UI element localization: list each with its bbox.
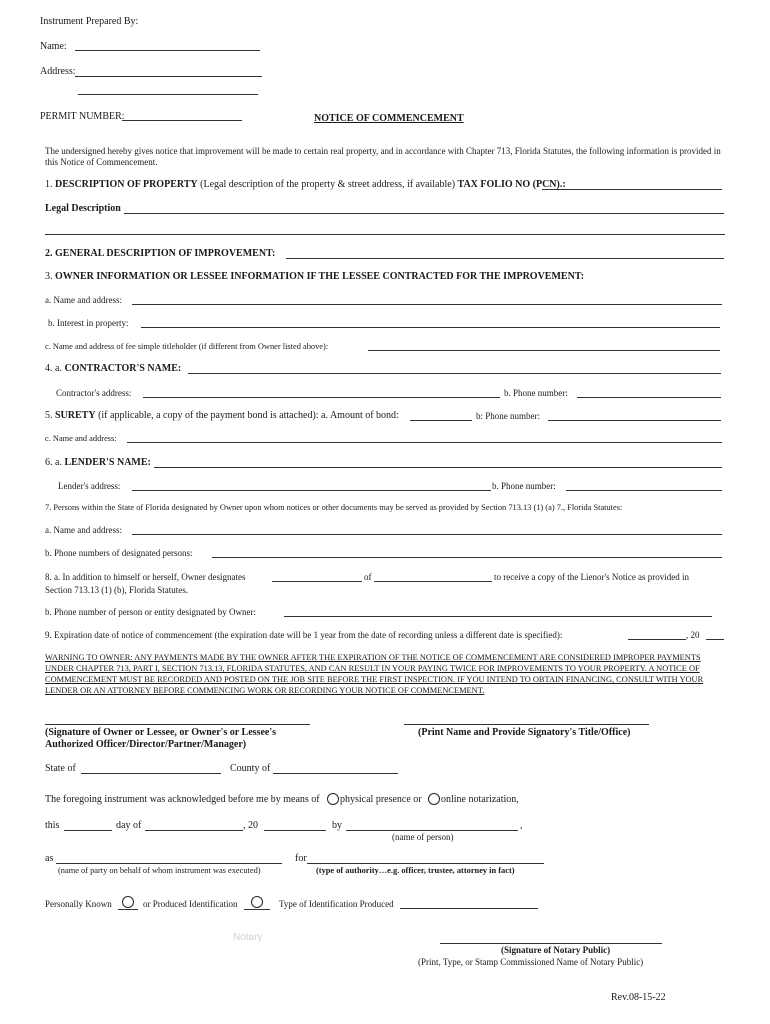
preparer-address-field-2[interactable] [78,94,258,95]
owner-designee-of-field[interactable] [374,581,492,582]
section-8-text-b: to receive a copy of the Lienor's Notice as provided in [494,572,690,582]
online-notarization-radio[interactable] [428,793,440,805]
signatory-name-field[interactable] [404,724,649,725]
section-1-text: (Legal description of the property & street address, if available) [200,179,456,190]
expiration-year-prefix: , 20 [686,630,700,640]
lender-name-field[interactable] [154,467,722,468]
owner-designee-field[interactable] [272,581,362,582]
preparer-name-label: Name: [40,41,67,52]
designated-name-field[interactable] [132,534,722,535]
lender-phone-field[interactable] [566,490,722,491]
ack-this-field[interactable] [64,830,112,831]
notary-signature-field[interactable] [440,943,662,944]
ack-comma: , [520,820,523,831]
preparer-address-label: Address: [40,66,76,77]
contractor-phone-field[interactable] [577,397,721,398]
state-label: State of [45,763,76,774]
permit-number-field[interactable] [122,120,242,121]
legal-description-field-2[interactable] [45,234,725,235]
ack-day-label: day of [116,820,142,831]
id-type-field[interactable] [400,908,538,909]
prepared-by-label: Instrument Prepared By: [40,16,139,27]
ack-by-label: by [332,820,342,831]
titleholder-label: c. Name and address of fee simple titleholder (if different from Owner listed above): [45,342,329,351]
notary-print-caption: (Print, Type, or Stamp Commissioned Name of Notary Public) [418,957,644,967]
section-1-title: DESCRIPTION OF PROPERTY [55,179,198,190]
lender-name-label: LENDER'S NAME: [64,457,151,468]
surety-label: SURETY [55,410,96,421]
section-8-text-c: Section 713.13 (1) (b), Florida Statutes. [45,585,188,595]
surety-text: (if applicable, a copy of the payment bond is attached): a. Amount of bond: [98,410,399,421]
improvement-description-field[interactable] [286,258,724,259]
surety-address-field[interactable] [127,442,722,443]
surety-address-label: c. Name and address: [45,434,117,443]
owner-signature-caption-1: (Signature of Owner or Lessee, or Owner's or Lessee's [45,727,276,738]
preparer-name-field[interactable] [75,50,260,51]
county-label: County of [230,763,271,774]
online-notarization-label: online notarization, [441,794,519,805]
ack-as-field[interactable] [56,863,282,864]
section-8-text-a: 8. a. In addition to himself or herself, Owner designates [45,572,246,582]
designated-name-label: a. Name and address: [45,525,122,535]
section-5-number: 5. [45,410,53,421]
ack-name-caption: (name of person) [392,832,454,842]
contractor-address-label: Contractor's address: [56,388,132,398]
section-8-of: of [364,572,372,582]
designated-phone-field[interactable] [212,557,722,558]
notary-signature-caption: (Signature of Notary Public) [501,945,611,955]
intro-text: The undersigned hereby gives notice that improvement will be made to certain real property, and in accordance with Chapter 713, Florida Statutes, the following information is provided in this Notice of Commencement. [45,146,721,167]
signatory-name-caption: (Print Name and Provide Signatory's Title/Office) [418,727,631,738]
section-4-a: a. [55,363,62,374]
contractor-address-field[interactable] [143,397,500,398]
contractor-name-label: CONTRACTOR'S NAME: [64,363,182,374]
expiration-year-field[interactable] [706,639,724,640]
section-1 [45,179,566,191]
revision-number: Rev.08-15-22 [611,992,666,1003]
owner-signature-field[interactable] [45,724,310,725]
legal-description-label: Legal Description [45,203,121,214]
county-field[interactable] [273,773,398,774]
section-4-number: 4. [45,363,53,374]
surety-phone-label: b: Phone number: [476,411,540,421]
tax-folio-label: TAX FOLIO NO (PCN).: [457,179,566,190]
designee-phone-label: b. Phone number of person or entity designated by Owner: [45,607,256,617]
ack-as-caption: (name of party on behalf of whom instrument was executed) [58,866,261,875]
designated-phone-label: b. Phone numbers of designated persons: [45,548,193,558]
interest-field[interactable] [141,327,720,328]
ack-month-field[interactable] [145,830,243,831]
interest-label: b. Interest in property: [48,318,129,328]
contractor-phone-label: b. Phone number: [504,388,568,398]
ack-by-field[interactable] [346,830,518,831]
lender-address-field[interactable] [132,490,491,491]
preparer-address-field[interactable] [75,76,262,77]
section-7-text: 7. Persons within the State of Florida designated by Owner upon whom notices or other documents may be served as provided by Section 713.13 (1) (a) 7., Florida Statutes: [45,503,623,512]
titleholder-field[interactable] [368,350,720,351]
section-3-title: OWNER INFORMATION OR LESSEE INFORMATION IF THE LESSEE CONTRACTED FOR THE IMPROVEMENT: [55,271,585,282]
section-6-number: 6. [45,457,53,468]
owner-name-label: a. Name and address: [45,295,122,305]
tax-folio-field[interactable] [542,189,722,190]
bond-amount-field[interactable] [410,420,472,421]
owner-name-field[interactable] [132,304,722,305]
notary-placeholder: Notary [233,932,263,943]
personally-known-line [118,909,138,910]
state-field[interactable] [81,773,221,774]
ack-for-caption: (type of authority…e.g. officer, trustee, attorney in fact) [316,866,515,875]
physical-presence-radio[interactable] [327,793,339,805]
section-6-a: a. [55,457,62,468]
section-3-number: 3. [45,271,53,282]
produced-id-line [244,909,270,910]
id-type-label: Type of Identification Produced [279,899,394,909]
lender-address-label: Lender's address: [58,481,121,491]
ack-text: The foregoing instrument was acknowledged before me by means of [45,794,320,805]
ack-for-label: for [295,853,307,864]
designee-phone-field[interactable] [284,616,712,617]
owner-warning: WARNING TO OWNER: ANY PAYMENTS MADE BY THE OWNER AFTER THE EXPIRATION OF THE NOTICE OF COMMENCEMENT ARE CONSIDERED IMPROPER PAYMENTS UNDER CHAPTER 713, PART I, SECTION 713.13, FLORIDA STATUTES, AND CAN RESULT IN YOUR PAYING TWICE FOR IMPROVEMENTS TO YOUR PROPERTY. A NOTICE OF COMMENCEMENT MUST BE RECORDED AND POSTED ON THE JOB SITE BEFORE THE FIRST INSPECTION. IF YOU INTEND TO OBTAIN FINANCING, CONSULT WITH YOUR LENDER OR AN ATTORNEY BEFORE COMMENCING WORK OR RECORDING YOUR NOTICE OF COMMENCEMENT. [45,653,704,695]
section-2-title: GENERAL DESCRIPTION OF IMPROVEMENT: [55,248,276,259]
ack-year-field[interactable] [264,830,326,831]
contractor-name-field[interactable] [188,373,721,374]
expiration-date-field[interactable] [628,639,686,640]
owner-signature-caption-2: Authorized Officer/Director/Partner/Manager) [45,739,247,750]
ack-year-label: , 20 [243,820,258,831]
form-title: NOTICE OF COMMENCEMENT [314,113,464,124]
legal-description-field[interactable] [124,213,724,214]
permit-number-label: PERMIT NUMBER: [40,111,125,122]
lender-phone-label: b. Phone number: [492,481,556,491]
surety-phone-field[interactable] [548,420,721,421]
ack-as-label: as [45,853,54,864]
section-1-number: 1. [45,179,53,190]
produced-id-radio[interactable] [251,896,263,908]
personally-known-radio[interactable] [122,896,134,908]
physical-presence-label: physical presence or [340,794,422,805]
personally-known-label: Personally Known [45,899,112,909]
section-9-text: 9. Expiration date of notice of commencement (the expiration date will be 1 year from the date of recording unless a different date is specified): [45,630,563,640]
produced-id-label: or Produced Identification [143,899,238,909]
ack-for-field[interactable] [307,863,544,864]
section-2-number: 2. [45,248,53,259]
ack-this-label: this [45,820,60,831]
